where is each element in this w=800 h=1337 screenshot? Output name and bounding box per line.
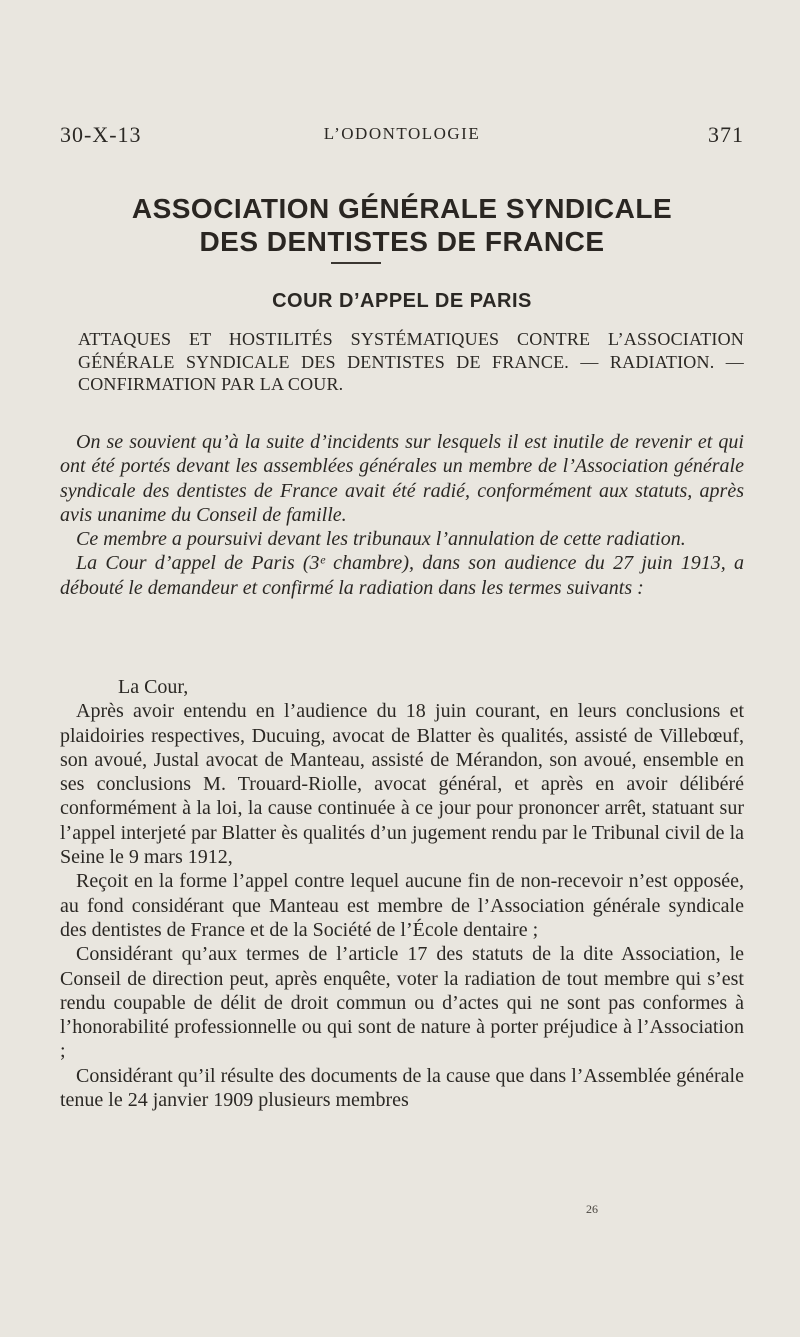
article-title-line-2: DES DENTISTES DE FRANCE: [199, 226, 605, 257]
judgment-paragraph: Reçoit en la forme l’appel contre lequel aucune fin de non-recevoir n’est opposée, au fond considérant que Manteau est membre de l’Association générale syndicale des dentistes de France et de la Société de l’École dentaire ;: [60, 870, 744, 941]
printer-signature-mark: 26: [586, 1202, 598, 1216]
judgment-paragraph: Considérant qu’aux termes de l’article 17 des statuts de la dite Association, le Conseil de direction peut, après enquête, voter la radiation de tout membre qui s’est rendu coupable de délit de droit commun ou d’actes qui ne sont pas conformes à l’honorabilité professionnelle ou qui sont de nature à porter préjudice à l’Association ;: [60, 943, 744, 1063]
article-title-line-1: ASSOCIATION GÉNÉRALE SYNDICALE: [131, 193, 673, 224]
article-title: [60, 192, 744, 258]
intro-paragraph: La Cour d’appel de Paris (3ᵉ chambre), dans son audience du 27 juin 1913, a débouté le demandeur et confirmé la radiation dans les termes suivants :: [60, 552, 744, 599]
judgment-text: [60, 675, 744, 1112]
judgment-paragraph: Après avoir entendu en l’audience du 18 juin courant, en leurs conclusions et plaidoiries respectives, Ducuing, avocat de Blatter ès qualités, assisté de Villebœuf, son avoué, Justal avocat de Manteau, assisté de Mérandon, son avoué, ensemble en ses conclusions M. Trouard-Riolle, avocat général, et après en avoir délibéré conformément à la loi, la cause continuée à ce jour pour prononcer arrêt, statuant sur l’appel interjeté par Blatter ès qualités d’un jugement rendu par le Tribunal civil de la Seine le 9 mars 1912,: [60, 700, 744, 869]
title-divider: [331, 262, 381, 264]
intro-paragraph: Ce membre a poursuivi devant les tribunaux l’annulation de cette radiation.: [76, 528, 686, 551]
section-heading: COUR D’APPEL DE PARIS: [272, 290, 532, 312]
judgment-paragraph: Considérant qu’il résulte des documents de la cause que dans l’Assemblée générale tenue le 24 janvier 1909 plusieurs membres: [60, 1064, 744, 1112]
judgment-opening: La Cour,: [118, 676, 189, 698]
running-head: [60, 120, 744, 154]
issue-date: 30-X-13: [60, 122, 142, 147]
page-number: 371: [708, 122, 744, 147]
article-summary: ATTAQUES ET HOSTILITÉS SYSTÉMATIQUES CONTRE L’ASSOCIATION GÉNÉRALE SYNDICALE DES DENTISTES DE FRANCE. — RADIATION. — CONFIRMATION PAR LA COUR.: [78, 329, 744, 394]
intro-paragraph: On se souvient qu’à la suite d’incidents sur lesquels il est inutile de revenir et qui ont été portés devant les assemblées générales un membre de l’Association générale syndicale des dentistes de France avait été radié, conformément aux statuts, après avis unanime du Conseil de famille.: [60, 431, 744, 526]
journal-title: L’ODONTOLOGIE: [323, 124, 481, 143]
introduction: [60, 430, 744, 600]
